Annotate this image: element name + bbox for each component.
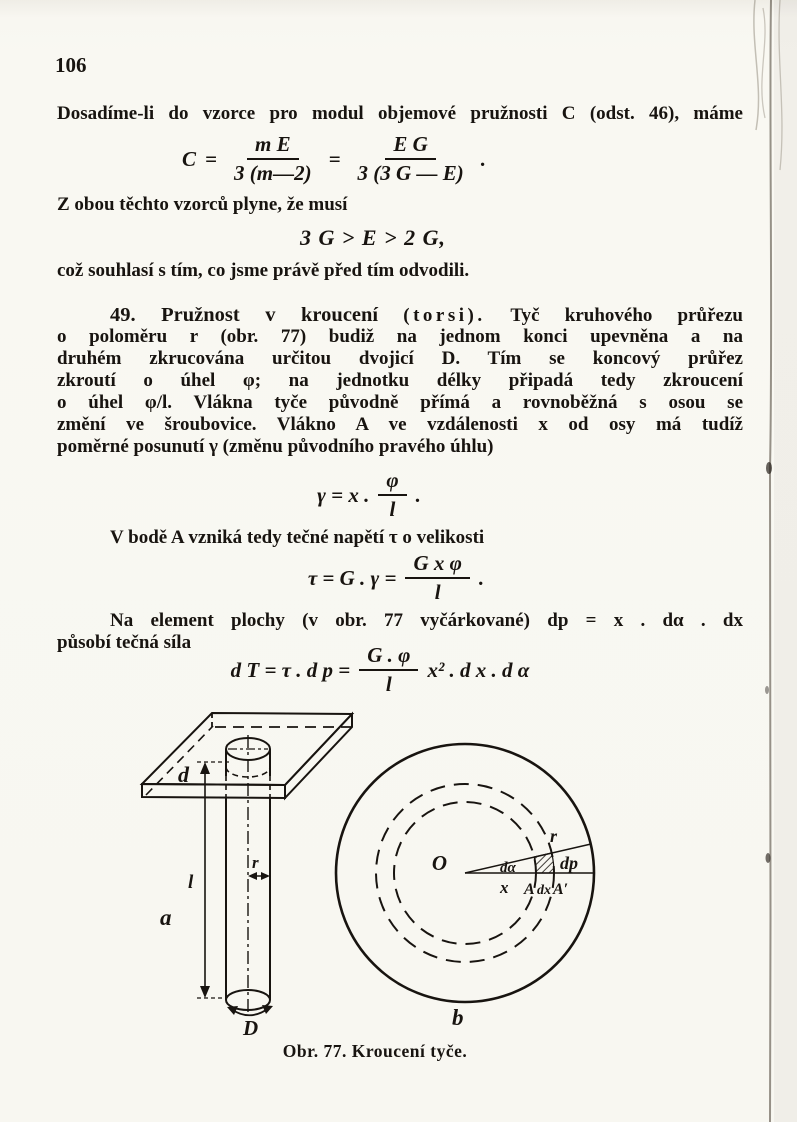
page-edge-shading [774,0,797,1122]
formula-gamma [0,467,738,523]
fraction-numerator: E G [385,132,435,160]
fraction-numerator: m E [247,132,299,160]
formula-dT-tail: x² . d x . d α [427,657,530,682]
label-d-alpha: dα [500,860,516,876]
equals-sign: = [328,146,341,171]
fraction-Gxphi-l [405,551,469,605]
paragraph-element-line2: působí tečná síla [57,632,192,653]
fraction-denominator: 3 (3 G — E) [357,161,464,185]
fraction-phi-l [378,468,406,522]
section-49-title: 49. Pružnost v kroucení [110,304,379,326]
section-49-torsi: (torsi). [403,305,486,326]
formula-volume-modulus [0,130,668,188]
arrowhead-torque-left [227,1006,238,1015]
fraction-numerator: G . φ [359,643,418,671]
hatched-area-element [534,853,554,873]
label-dx: dx [537,883,551,898]
formula-c-lhs: C [182,146,197,171]
plate-front-face [142,784,285,798]
page-number: 106 [55,53,87,77]
label-D: D [243,1016,259,1040]
fraction-numerator: φ [378,468,406,496]
section-49-line1 [110,304,743,326]
label-x: x [500,878,509,897]
label-dp: dp [560,853,578,873]
formula-tau [0,550,792,606]
section-49-line5: o úhel φ/l. Vlákna tyče původně přímá a rovnoběžná s osou se [57,392,743,413]
cross-section-diagram [336,744,594,1002]
formula-period: . [478,565,485,590]
fraction-denominator: l [385,672,392,696]
arrowhead-up [200,762,210,774]
paragraph-deduction-tail: což souhlasí s tím, co jsme právě před tím odvodili. [57,260,470,281]
section-49-line2: o poloměru r (obr. 77) budiž na jednom konci upevněna a na [57,326,743,347]
rod-diagram [142,713,352,1016]
label-r-cylinder: r [252,853,259,872]
label-l: l [188,872,194,893]
section-49-line4: zkroutí o úhel φ; na jednotku délky připadá tedy zkroucení [57,370,743,391]
paragraph-deduction-lead: Z obou těchto vzorců plyne, že musí [57,194,348,215]
label-a: a [160,905,172,930]
formula-dT-lhs: d T = τ . d p = [230,657,351,682]
crease-speck-1 [766,462,772,474]
section-49-line6: změní ve šroubovice. Vlákno A ve vzdálenosti x od osy má tudíž [57,414,743,435]
fraction-Gphi-l [359,643,418,697]
paragraph-tangent-stress: V bodě A vzniká tedy tečné napětí τ o velikosti [110,527,485,548]
paragraph-element-line1: Na element plochy (v obr. 77 vyčárkované) dp = x . dα . dx [110,610,743,631]
crease-speck-3 [765,686,769,694]
formula-period: . [480,146,486,171]
paragraph-intro-line: Dosadíme-li do vzorce pro modul objemové pružnosti C (odst. 46), máme [57,103,743,124]
fraction-denominator: l [434,580,441,604]
figure-caption: Obr. 77. Kroucení tyče. [282,1041,468,1061]
label-A-prime: A′ [553,881,569,898]
fraction-EG [350,132,472,186]
figure-obr77 [0,690,797,1040]
arrowhead-right [261,872,270,880]
formula-period: . [415,482,421,507]
arrowhead-torque-right [262,1005,273,1014]
label-r-circle: r [550,826,558,846]
page-crease [737,0,797,1122]
label-d: d [178,762,189,787]
fraction-numerator: G x φ [405,551,469,579]
formula-tau-lhs: τ = G . γ = [307,565,397,590]
crease-line [769,0,771,1122]
fraction-denominator: 3 (m—2) [234,161,312,185]
section-49-line3: druhém zkrucována určitou dvojicí D. Tím se koncový průřez [57,348,743,369]
fraction-mE [226,132,320,186]
fraction-denominator: l [389,497,396,521]
arrowhead-left [248,872,257,880]
label-b: b [452,1005,464,1030]
crease-speck-2 [766,853,771,863]
formula-inequality: 3 G > E > 2 G, [299,225,447,250]
formula-gamma-lhs: γ = x . [317,482,370,507]
section-49-line1-rest: Tyč kruhového průřezu [510,305,743,326]
label-A: A [524,881,535,898]
label-O: O [431,851,447,875]
arrowhead-down [200,986,210,998]
equals-sign: = [205,146,217,171]
section-49-line7: poměrné posunutí γ (změnu původního pravého úhlu) [57,436,494,457]
crease-wrinkle-1 [754,0,759,130]
